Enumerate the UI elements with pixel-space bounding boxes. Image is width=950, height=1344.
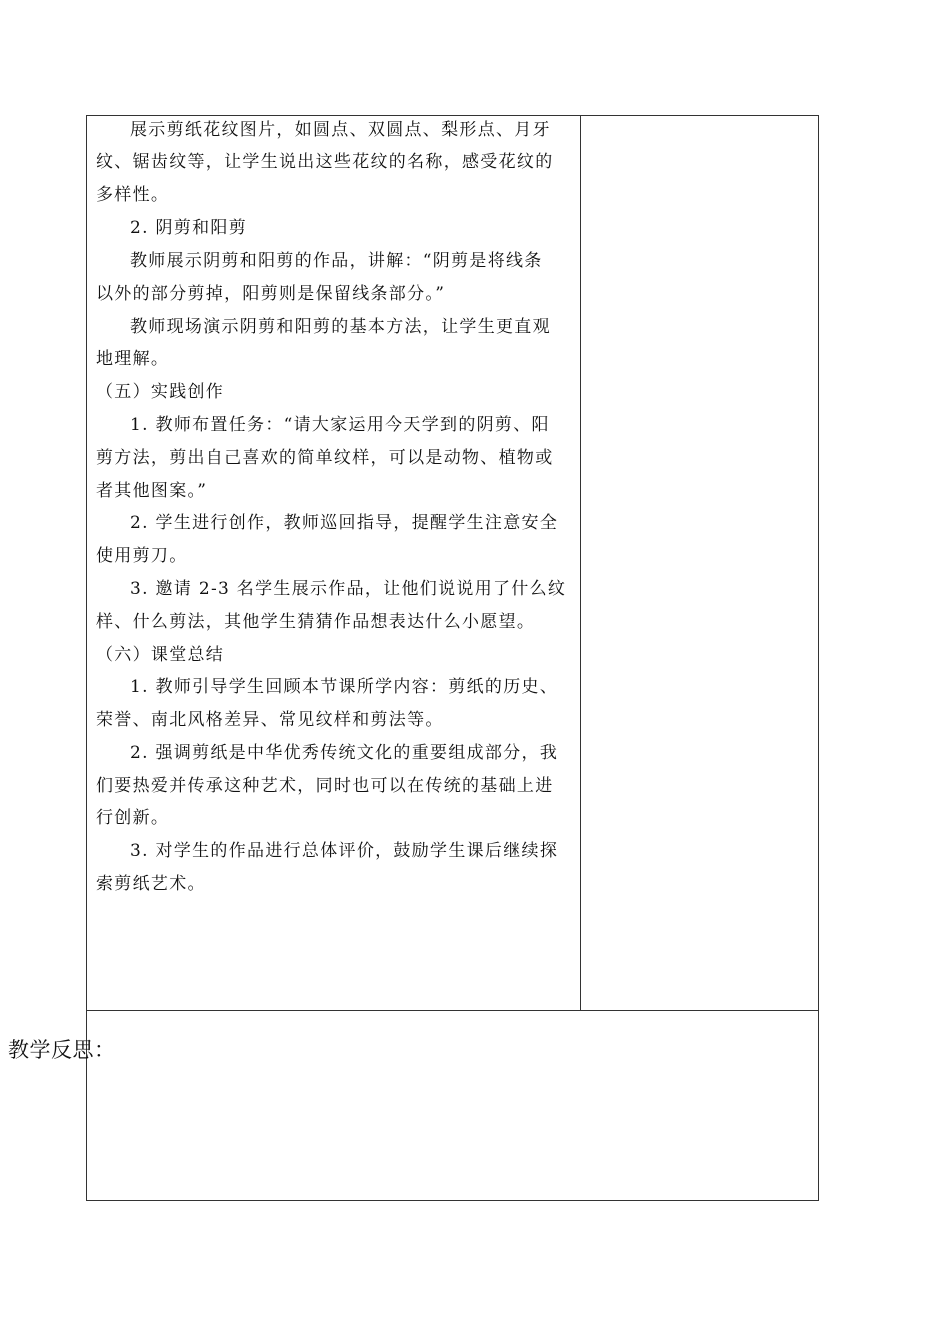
text-line: 多样性。: [96, 185, 170, 205]
text-line: 教师现场演示阴剪和阳剪的基本方法，让学生更直观: [130, 317, 551, 337]
row-divider: [87, 1010, 818, 1011]
text-line: 2. 强调剪纸是中华优秀传统文化的重要组成部分，我: [130, 743, 559, 763]
text-line: 者其他图案。”: [96, 481, 208, 501]
text-line: 3. 邀请 2-3 名学生展示作品，让他们说说用了什么纹: [130, 579, 567, 599]
lesson-plan-table: [86, 115, 819, 1201]
text-line: 2. 学生进行创作，教师巡回指导，提醒学生注意安全: [130, 513, 559, 533]
reflection-label: 教学反思：: [8, 1038, 116, 1062]
section-heading: 2. 阴剪和阳剪: [130, 218, 248, 238]
text-line: 展示剪纸花纹图片，如圆点、双圆点、梨形点、月牙: [130, 120, 551, 140]
text-line: 1. 教师布置任务：“请大家运用今天学到的阴剪、阳: [130, 415, 550, 435]
section-heading: （六）课堂总结: [96, 645, 225, 665]
text-line: 荣誉、南北风格差异、常见纹样和剪法等。: [96, 710, 444, 730]
text-line: 们要热爱并传承这种艺术，同时也可以在传统的基础上进: [96, 776, 554, 796]
text-line: 使用剪刀。: [96, 546, 188, 566]
text-line: 1. 教师引导学生回顾本节课所学内容：剪纸的历史、: [130, 677, 559, 697]
text-line: 索剪纸艺术。: [96, 874, 206, 894]
text-line: 3. 对学生的作品进行总体评价，鼓励学生课后继续探: [130, 841, 559, 861]
text-line: 以外的部分剪掉，阳剪则是保留线条部分。”: [96, 284, 446, 304]
teaching-process-cell: [87, 116, 581, 1010]
text-line: 地理解。: [96, 349, 170, 369]
section-heading: （五）实践创作: [96, 382, 225, 402]
text-line: 样、什么剪法，其他学生猜猜作品想表达什么小愿望。: [96, 612, 536, 632]
reflection-section: [8, 1036, 116, 1064]
notes-cell: [581, 116, 818, 1010]
text-line: 纹、锯齿纹等，让学生说出这些花纹的名称，感受花纹的: [96, 152, 554, 172]
text-line: 行创新。: [96, 808, 170, 828]
text-line: 教师展示阴剪和阳剪的作品，讲解：“阴剪是将线条: [130, 251, 543, 271]
text-line: 剪方法，剪出自己喜欢的简单纹样，可以是动物、植物或: [96, 448, 554, 468]
